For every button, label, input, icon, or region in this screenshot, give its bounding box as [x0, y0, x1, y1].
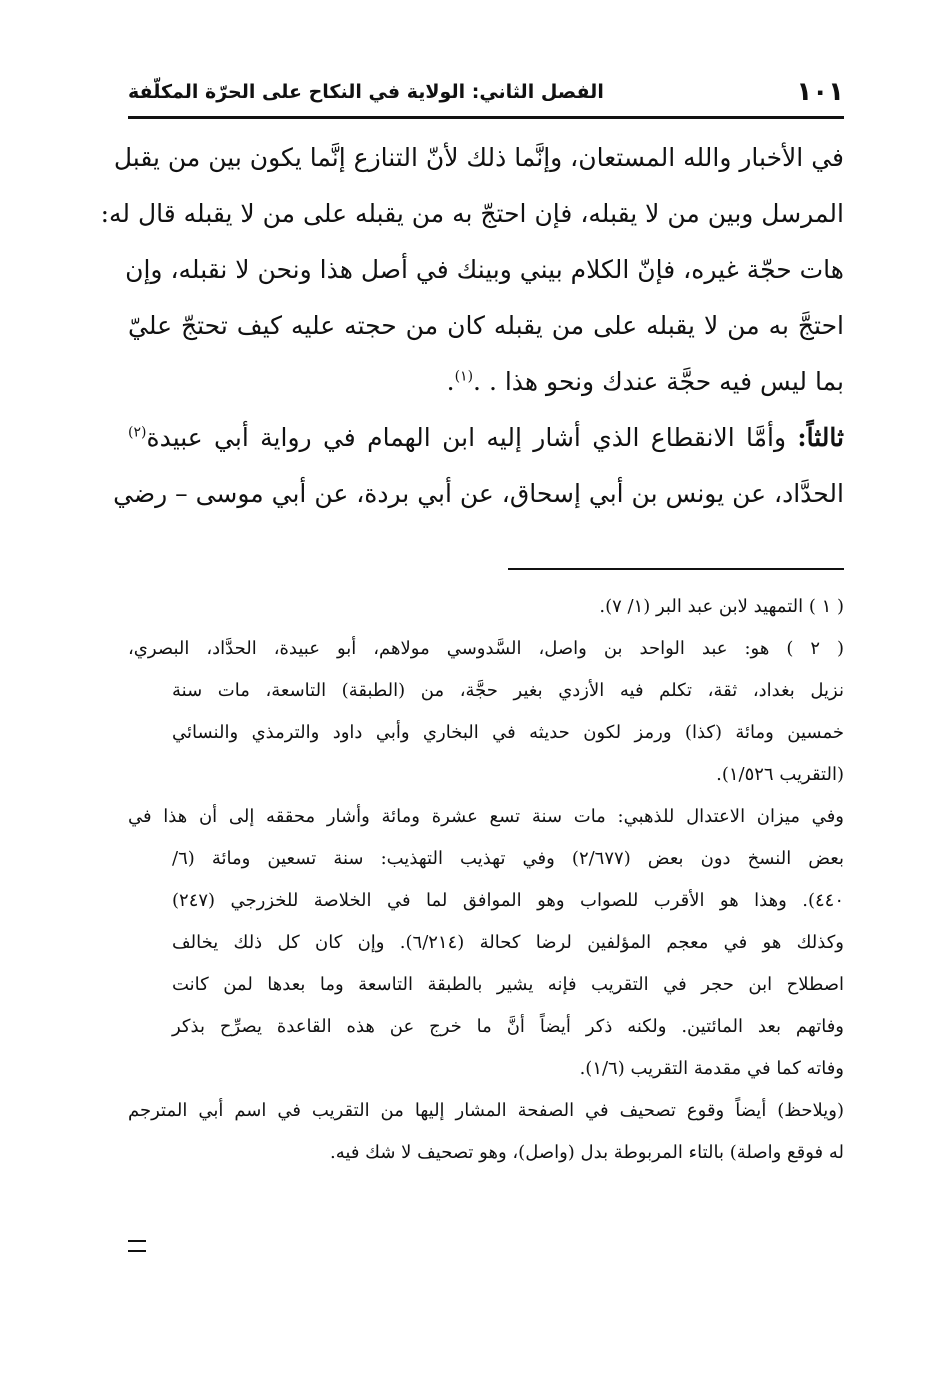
- body-line-text: بما ليس فيه حجَّة عندك ونحو هذا . .: [473, 367, 844, 396]
- body-line-text: وأمَّا الانقطاع الذي أشار إليه ابن الهمام في رواية أبي عبيدة: [146, 423, 787, 452]
- footnote-line: (التقريب ١/٥٢٦).: [716, 764, 844, 785]
- section-lead: ثالثاً:: [797, 423, 844, 452]
- page-header: [128, 72, 844, 112]
- footnote-line: ٤٤٠). وهذا هو الأقرب للصواب وهو الموافق لما في الخلاصة للخزرجي (٢٤٧): [172, 890, 844, 911]
- footnote-line: نزيل بغداد، ثقة، تكلم فيه الأزدي بغير حجَّة، من (الطبقة) التاسعة، مات سنة: [172, 680, 844, 701]
- body-line: في الأخبار والله المستعان، وإنَّما ذلك لأنّ التنازع إنَّما يكون بين من يقبل: [113, 143, 844, 172]
- footnote-ref: (٢): [128, 424, 147, 441]
- running-title: الفصل الثاني: الولاية في النكاح على الحرّة المكلّفة: [128, 81, 604, 103]
- body-line: [128, 410, 844, 466]
- footnote-line: (ويلاحظ) أيضاً وقوع تصحيف في الصفحة المشار إليها من التقريب في اسم أبي المترجم: [128, 1100, 844, 1121]
- header-rule: [128, 116, 844, 119]
- footnote-line: له فوقع واصلة) بالتاء المربوطة بدل (واصل)، وهو تصحيف لا شك فيه.: [330, 1142, 844, 1163]
- footnotes: [128, 586, 844, 1174]
- end-of-page-mark: [128, 1240, 146, 1252]
- page-number: ١٠١: [796, 77, 844, 107]
- footnote-line: ( ١ ) التمهيد لابن عبد البر (١/ ٧).: [599, 596, 844, 617]
- footnote-line: وكذلك هو في معجم المؤلفين لرضا كحالة (٦/٢١٤). وإن كان كل ذلك يخالف: [172, 932, 844, 953]
- footnote-line: وفي ميزان الاعتدال للذهبي: مات سنة تسع عشرة ومائة وأشار محققه إلى أن هذا في: [128, 806, 844, 827]
- footnote-line: بعض النسخ دون بعض (٢/٦٧٧) وفي تهذيب التهذيب: سنة تسعين ومائة (٦/: [172, 848, 845, 869]
- body-line: بما ليس فيه حجَّة عندك ونحو هذا . .$^{(١)}$.: [446, 367, 844, 396]
- body-line: الحدَّاد، عن يونس بن أبي إسحاق، عن أبي بردة، عن أبي موسى – رضي: [113, 479, 844, 508]
- main-text: [100, 130, 844, 522]
- footnote-line: خمسين ومائة (كذا) ورمز لكون حديثه في البخاري وأبي داود والترمذي والنسائي: [172, 722, 844, 743]
- footnote-line: وفاته كما في مقدمة التقريب (١/٦).: [579, 1058, 844, 1079]
- footnote-line: ( ٢ ) هو: عبد الواحد بن واصل، السَّدوسي مولاهم، أبو عبيدة، الحدَّاد، البصري،: [128, 638, 845, 659]
- footnote-separator: [508, 568, 844, 570]
- footnote-ref: (١): [454, 368, 474, 385]
- footnote-line: وفاتهم بعد المائتين. ولكنه ذكر أيضاً أنَّ ما خرج عن هذه القاعدة يصرِّح بذكر: [172, 1016, 844, 1037]
- body-line: احتجَّ به من لا يقبله على من يقبله كان من حجته عليه كيف تحتجّ عليّ: [128, 311, 844, 340]
- body-line: هات حجّة غيره، فإنّ الكلام بيني وبينك في أصل هذا ونحن لا نقبله، وإن: [125, 255, 844, 284]
- footnote-line: اصطلاح ابن حجر في التقريب فإنه يشير بالطبقة التاسعة وما بعدها لمن كانت: [172, 974, 844, 995]
- body-line: المرسل وبين من لا يقبله، فإن احتجّ به من يقبله على من لا يقبله قال له:: [100, 199, 844, 228]
